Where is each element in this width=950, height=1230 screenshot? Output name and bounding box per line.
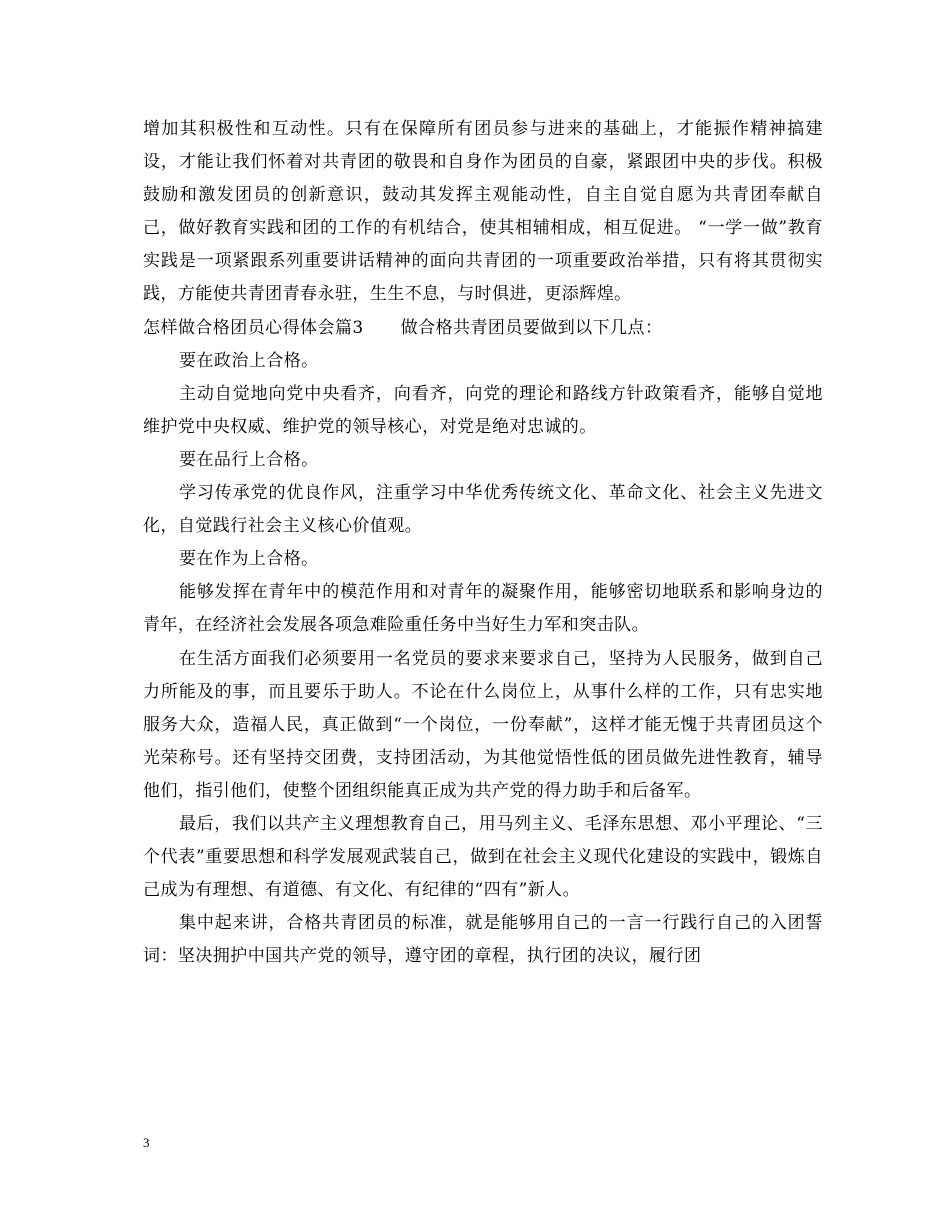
page-number: 3 — [143, 1135, 150, 1150]
paragraph-conduct: 学习传承党的优良作风，注重学习中华优秀传统文化、革命文化、社会主义先进文化，自觉践行社会主义核心价值观。 — [143, 483, 823, 537]
point-action: 要在作为上合格。 — [179, 549, 319, 570]
section-intro: 做合格共青团员要做到以下几点： — [400, 317, 663, 338]
point-conduct: 要在品行上合格。 — [179, 449, 319, 470]
point-political: 要在政治上合格。 — [179, 350, 319, 371]
paragraph-continuation: 增加其积极性和互动性。只有在保障所有团员参与进来的基础上，才能振作精神搞建设，才能让我们怀着对共青团的敬畏和自身作为团员的自豪，紧跟团中央的步伐。积极鼓励和激发团员的创新意识，鼓动其发挥主观能动性，自主自觉自愿为共青团奉献自己，做好教育实践和团的工作的有机结合，使其相辅相成，相互促进。 “一学一做”教育实践是一项紧跟系列重要讲话精神的面向共青团的一项重要政治举措，只有将其贯彻实践，方能使共青团青春永驻，生生不息，与时俱进，更添辉煌。 — [143, 119, 823, 305]
section-heading: 怎样做合格团员心得体会篇3 — [143, 317, 364, 338]
paragraph-action: 能够发挥在青年中的模范作用和对青年的凝聚作用，能够密切地联系和影响身边的青年，在经济社会发展各项急难险重任务中当好生力军和突击队。 — [143, 582, 823, 636]
paragraph-ideals: 最后，我们以共产主义理想教育自己，用马列主义、毛泽东思想、邓小平理论、“三个代表”重要思想和科学发展观武装自己，做到在社会主义现代化建设的实践中，锻炼自己成为有理想、有道德、有文化、有纪律的“四有”新人。 — [143, 813, 823, 901]
paragraph-summary: 集中起来讲，合格共青团员的标准，就是能够用自己的一言一行践行自己的入团誓词：坚决拥护中国共产党的领导，遵守团的章程，执行团的决议，履行团 — [143, 913, 823, 967]
paragraph-life: 在生活方面我们必须要用一名党员的要求来要求自己，坚持为人民服务，做到自己力所能及的事，而且要乐于助人。不论在什么岗位上，从事什么样的工作，只有忠实地服务大众，造福人民，真正做到“一个岗位，一份奉献”，这样才能无愧于共青团员这个光荣称号。还有坚持交团费，支持团活动，为其他觉悟性低的团员做先进性教育，辅导他们，指引他们，使整个团组织能真正成为共产党的得力助手和后备军。 — [143, 648, 823, 801]
paragraph-political: 主动自觉地向党中央看齐，向看齐，向党的理论和路线方针政策看齐，能够自觉地维护党中央权威、维护党的领导核心，对党是绝对忠诚的。 — [143, 383, 823, 437]
section-heading-line — [143, 312, 823, 345]
document-body — [143, 113, 823, 973]
